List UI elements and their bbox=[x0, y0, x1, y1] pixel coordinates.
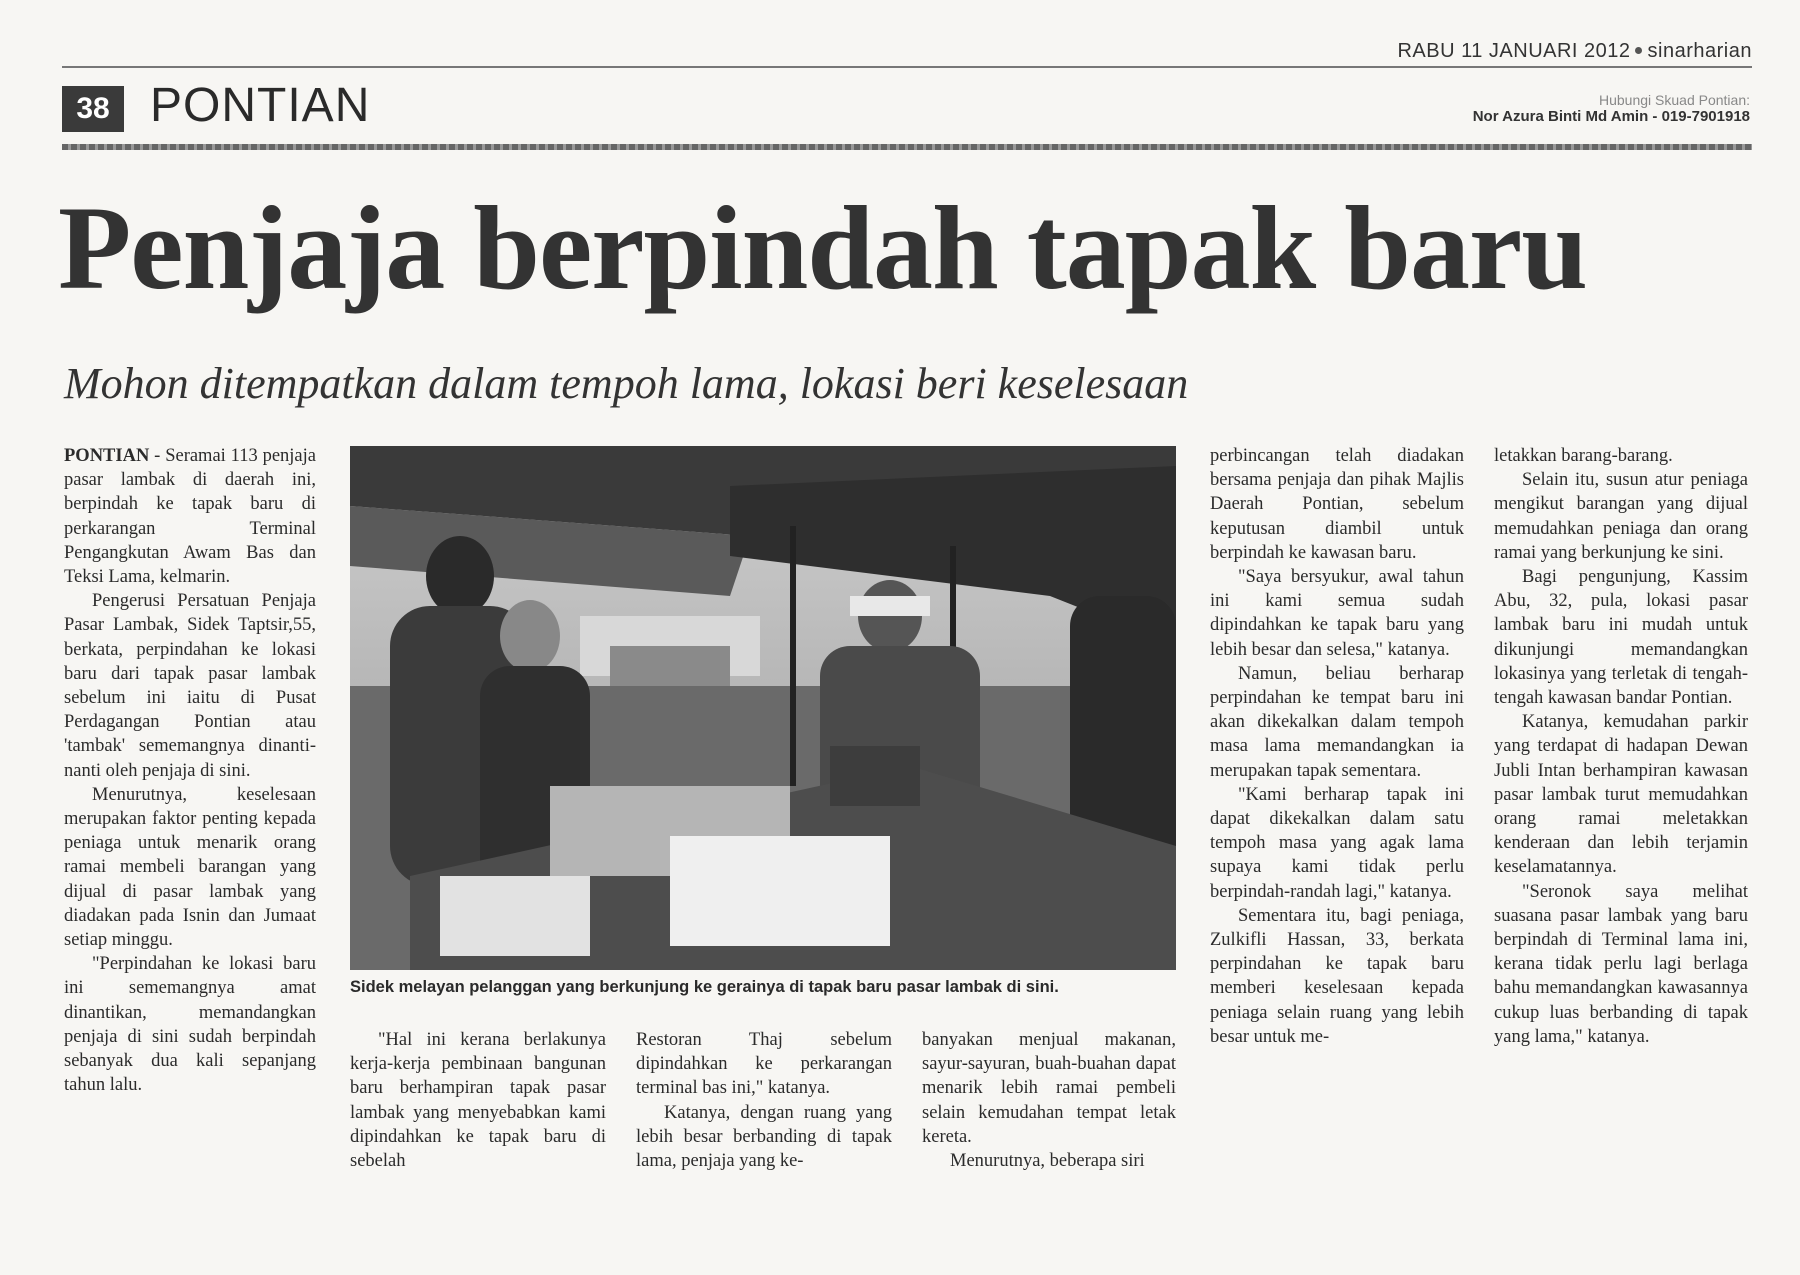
market-photo-image bbox=[350, 446, 1176, 970]
subheadline: Mohon ditempatkan dalam tempoh lama, lokasi beri keselesaan bbox=[64, 359, 1189, 408]
top-divider bbox=[62, 66, 1752, 68]
article-column-1 bbox=[64, 444, 316, 1097]
photo-caption: Sidek melayan pelanggan yang berkunjung ke gerainya di tapak baru pasar lambak di sini. bbox=[350, 978, 1059, 996]
paragraph: PONTIAN - Seramai 113 penjaja pasar lambak di daerah ini, berpindah ke tapak baru di perkarangan Terminal Pengangkutan Awam Bas dan Teksi Lama, kelmarin. bbox=[64, 446, 316, 588]
brand-name: sinarharian bbox=[1647, 40, 1752, 62]
paragraph: "Kami berharap tapak ini dapat dikekalkan dalam satu tempoh masa yang agak lama supaya kami tidak perlu berpindah-randah lagi," katanya. bbox=[1210, 784, 1464, 902]
paragraph: Sementara itu, bagi peniaga, Zulkifli Hassan, 33, berkata perpindahan ke tapak baru memberi keselesaan kepada peniaga selain ruang yang lebih besar untuk me- bbox=[1210, 905, 1464, 1047]
paragraph: Restoran Thaj sebelum dipindahkan ke perkarangan terminal bas ini," katanya. bbox=[636, 1030, 892, 1099]
paragraph: Menurutnya, beberapa siri bbox=[950, 1151, 1145, 1172]
paragraph: letakkan barang-barang. bbox=[1494, 446, 1673, 466]
paragraph: Katanya, dengan ruang yang lebih besar berbanding di tapak lama, penjaja yang ke- bbox=[636, 1102, 892, 1172]
paragraph: "Saya bersyukur, awal tahun ini kami semua sudah dipindahkan ke tapak baru yang lebih besar dan selesa," katanya. bbox=[1210, 567, 1464, 660]
paragraph: "Perpindahan ke lokasi baru ini sememangnya amat dinantikan, memandangkan penjaja di sini sudah berpindah sebanyak dua kali sepanjang tahun lalu. bbox=[64, 954, 316, 1096]
paragraph: banyakan menjual makanan, sayur-sayuran, buah-buahan dapat menarik lebih ramai pembeli selain kemudahan tempat letak kereta. bbox=[922, 1030, 1176, 1147]
issue-date: RABU 11 JANUARI 2012 bbox=[1397, 40, 1631, 62]
paragraph: Katanya, kemudahan parkir yang terdapat di hadapan Dewan Jubli Intan berhampiran kawasan pasar lambak turut memudahkan orang ramai meletakkan kenderaan dan lebih terjamin keselamatannya. bbox=[1494, 712, 1748, 878]
separator-dot-icon bbox=[1635, 47, 1642, 54]
article-column-3 bbox=[636, 1028, 892, 1173]
paragraph: "Hal ini kerana berlakunya kerja-kerja pembinaan bangunan baru berhampiran tapak pasar lambak yang menyebabkan kami dipindahkan ke tapak baru di sebelah bbox=[350, 1030, 606, 1172]
paragraph: perbincangan telah diadakan bersama penjaja dan pihak Majlis Daerah Pontian, sebelum keputusan diambil untuk berpindah ke kawasan baru. bbox=[1210, 446, 1464, 563]
article-column-2 bbox=[350, 1028, 606, 1173]
paragraph: "Seronok saya melihat suasana pasar lambak yang baru berpindah di Terminal lama ini, kerana tidak perlu lagi berlaga bahu memandangkan kawasannya cukup luas berbanding di tapak yang lama," katanya. bbox=[1494, 881, 1748, 1047]
page-number-badge: 38 bbox=[62, 86, 124, 132]
paragraph: Menurutnya, keselesaan merupakan faktor penting kepada peniaga untuk menarik orang ramai membeli barangan yang dijual di pasar lambak yang diadakan pada Isnin dan Jumaat setiap minggu. bbox=[64, 784, 316, 951]
paragraph: Namun, beliau berharap perpindahan ke tempat baru ini akan dikekalkan dalam tempoh masa lama memandangkan ia merupakan tapak sementara. bbox=[1210, 663, 1464, 781]
issue-dateline bbox=[1397, 40, 1752, 63]
market-photo bbox=[350, 446, 1176, 970]
paragraph: Pengerusi Persatuan Penjaja Pasar Lambak, Sidek Taptsir,55, berkata, perpindahan ke lokasi baru dari tapak pasar lambak sebelum ini iaitu di Pusat Perdagangan Pontian atau 'tambak' sememangnya dinanti-nanti oleh penjaja di sini. bbox=[64, 591, 316, 781]
article-column-5 bbox=[1210, 444, 1464, 1049]
contact-block bbox=[1473, 92, 1750, 125]
article-dateline: PONTIAN bbox=[64, 446, 150, 466]
contact-label: Hubungi Skuad Pontian: bbox=[1599, 92, 1750, 108]
headline: Penjaja berpindah tapak baru bbox=[58, 181, 1587, 314]
section-rule bbox=[62, 144, 1752, 150]
contact-name: Nor Azura Binti Md Amin - 019-7901918 bbox=[1472, 108, 1750, 125]
article-column-4 bbox=[922, 1028, 1176, 1173]
article-column-6 bbox=[1494, 444, 1748, 1049]
paragraph: Selain itu, susun atur peniaga mengikut barangan yang dijual memudahkan peniaga dan orang ramai yang berkunjung ke sini. bbox=[1494, 470, 1748, 563]
paragraph: Bagi pengunjung, Kassim Abu, 32, pula, lokasi pasar lambak baru ini mudah untuk dikunjungi memandangkan lokasinya yang terletak di tengah-tengah kawasan bandar Pontian. bbox=[1494, 567, 1748, 709]
section-title: PONTIAN bbox=[150, 79, 371, 132]
